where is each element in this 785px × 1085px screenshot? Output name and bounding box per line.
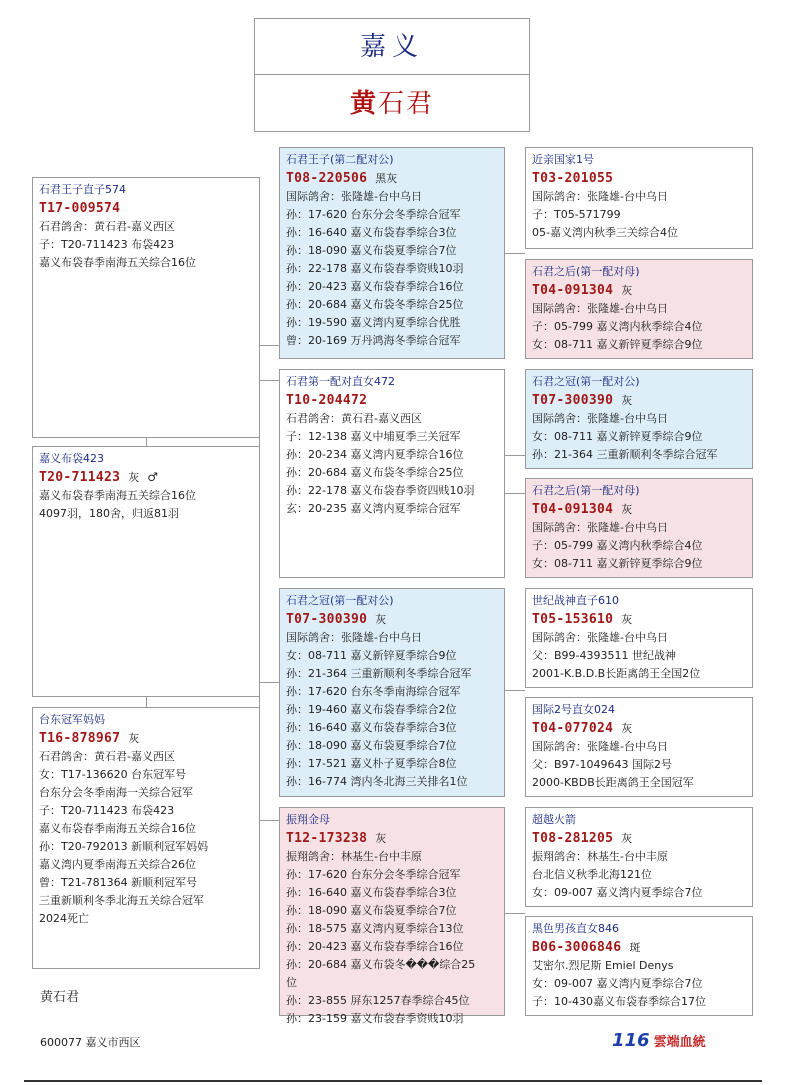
pedigree-card-ds[interactable] — [279, 588, 505, 797]
note-line: 嘉义布袋春季南海五关综合16位 — [39, 489, 196, 502]
pedigree-card-dss[interactable] — [525, 588, 753, 688]
ring-number: T10-204472 — [286, 393, 368, 408]
note-line: 孙：23-855 屏东1257春季综合45位 — [286, 994, 470, 1007]
color-label: 灰 — [621, 394, 633, 407]
note-line: 三重新顺利冬季北海五关综合冠军 — [39, 894, 204, 907]
owner-title — [254, 74, 530, 132]
ring-number: T17-009574 — [39, 201, 121, 216]
pigeon-name: 黑色男孩直女846 — [532, 922, 619, 935]
color-label: 灰 — [621, 832, 633, 845]
logo-text: 雲端血統 — [653, 1035, 706, 1050]
note-line: 女：08-711 嘉义新锌夏季综合9位 — [532, 338, 703, 351]
note-line: 子：05-799 嘉义湾内秋季综合4位 — [532, 539, 703, 552]
connector — [146, 697, 147, 707]
logo-number: 116 — [612, 1030, 650, 1051]
pigeon-name: 台东冠军妈妈 — [39, 713, 105, 726]
footer-address: 600077 嘉义市西区 — [40, 1036, 141, 1049]
ring-number: T04-091304 — [532, 283, 614, 298]
note-line: 孙：23-159 嘉义布袋春季资贱10羽 — [286, 1012, 464, 1025]
bottom-divider — [24, 1080, 762, 1082]
color-label: 黑灰 — [375, 172, 398, 185]
color-label: 灰 — [621, 503, 633, 516]
note-line: 玄：20-235 嘉义湾内夏季综合冠军 — [286, 502, 461, 515]
note-line: 台东分会冬季南海一关综合冠军 — [39, 786, 193, 799]
ring-number: T08-220506 — [286, 171, 368, 186]
pedigree-card-dam[interactable] — [32, 707, 260, 969]
note-line: 孙：21-364 三重新顺利冬季综合冠军 — [532, 448, 718, 461]
owner-given-name: 石君 — [378, 89, 435, 119]
connector — [505, 253, 525, 254]
note-line: 2001-K.B.D.B长距离鸽王全国2位 — [532, 667, 701, 680]
color-label: 灰 — [621, 722, 633, 735]
pedigree-card-ss[interactable] — [279, 147, 505, 359]
footer-owner: 黄石君 — [40, 990, 80, 1005]
pigeon-name: 超越火箭 — [532, 813, 576, 826]
note-line: 孙：22-178 嘉义布袋春季资四贱10羽 — [286, 484, 475, 497]
note-line: 嘉义布袋春季南海五关综合16位 — [39, 256, 196, 269]
note-line: 父：B97-1049643 国际2号 — [532, 758, 672, 771]
connector — [505, 913, 525, 914]
note-line: 女：T17-136620 台东冠军号 — [39, 768, 187, 781]
note-line: 台北信义秋季北海121位 — [532, 868, 652, 881]
connector — [505, 690, 525, 691]
note-line: 子：05-799 嘉义湾内秋季综合4位 — [532, 320, 703, 333]
note-line: 孙：20-423 嘉义布袋春季综合16位 — [286, 940, 464, 953]
note-line: 子：10-430嘉义布袋春季综合17位 — [532, 995, 706, 1008]
pigeon-name: 石君王子直子574 — [39, 183, 126, 196]
note-line: 女：08-711 嘉义新锌夏季综合9位 — [286, 649, 457, 662]
note-line: 孙：16-640 嘉义布袋春季综合3位 — [286, 226, 457, 239]
ring-number: T04-077024 — [532, 721, 614, 736]
loft-line: 国际鸽舍：张隆雄-台中乌日 — [286, 190, 422, 203]
pigeon-name: 嘉义布袋423 — [39, 452, 104, 465]
note-line: 父：B99-4393511 世纪战神 — [532, 649, 676, 662]
note-line: 孙：18-090 嘉义布袋夏季综合7位 — [286, 739, 457, 752]
note-line: 女：08-711 嘉义新锌夏季综合9位 — [532, 557, 703, 570]
ring-number: T05-153610 — [532, 612, 614, 627]
note-line: 孙：17-620 台东冬季南海综合冠军 — [286, 685, 461, 698]
pedigree-card-sire[interactable] — [32, 177, 260, 438]
note-line: 嘉义布袋春季南海五关综合16位 — [39, 822, 196, 835]
ring-number: T16-878967 — [39, 731, 121, 746]
note-line: 女：09-007 嘉义湾内夏季综合7位 — [532, 886, 703, 899]
ring-number: T04-091304 — [532, 502, 614, 517]
loft-line: 国际鸽舍：张隆雄-台中乌日 — [286, 631, 422, 644]
connector — [146, 438, 147, 446]
city-title: 嘉义 — [254, 18, 530, 75]
ring-number: T20-711423 — [39, 470, 121, 485]
note-line: 孙：20-423 嘉义布袋春季综合16位 — [286, 280, 464, 293]
loft-line: 艾密尔.烈尼斯 Emiel Denys — [532, 959, 674, 972]
connector — [505, 455, 525, 456]
note-line: 孙：18-090 嘉义布袋夏季综合7位 — [286, 244, 457, 257]
note-line: 2000-KBDB长距离鸽王全国冠军 — [532, 776, 694, 789]
note-line: 孙：16-640 嘉义布袋春季综合3位 — [286, 721, 457, 734]
note-line: 子：12-138 嘉义中埔夏季三关冠军 — [286, 430, 461, 443]
note-line: 子：T05-571799 — [532, 208, 621, 221]
ring-number: T03-201055 — [532, 171, 614, 186]
pigeon-name: 石君之后(第一配对母) — [532, 484, 640, 497]
note-line: 曾：T21-781364 新顺利冠军号 — [39, 876, 198, 889]
loft-line: 石君鸽舍：黄石君-嘉义西区 — [39, 750, 175, 763]
note-line: 曾：20-169 万丹鸿海冬季综合冠军 — [286, 334, 461, 347]
owner-family-name: 黄 — [349, 89, 378, 119]
loft-line: 振翔鸽舍：林基生-台中丰原 — [532, 850, 668, 863]
note-line: 孙：22-178 嘉义布袋春季资贱10羽 — [286, 262, 464, 275]
pigeon-name: 世纪战神直子610 — [532, 594, 619, 607]
connector — [259, 380, 279, 381]
note-line: 子：T20-711423 布袋423 — [39, 804, 175, 817]
pedigree-card-dd[interactable] — [279, 807, 505, 1025]
loft-line: 国际鸽舍：张隆雄-台中乌日 — [532, 412, 668, 425]
note-line: 2024死亡 — [39, 912, 89, 925]
note-line: 孙：20-234 嘉义湾内夏季综合16位 — [286, 448, 464, 461]
brand-logo — [612, 1030, 706, 1051]
color-label: 灰 — [375, 613, 387, 626]
note-line: 孙：20-684 嘉义布袋冬季综合25位 — [286, 466, 464, 479]
note-line: 孙：17-521 嘉义朴子夏季综合8位 — [286, 757, 457, 770]
note-line: 孙：21-364 三重新顺利冬季综合冠军 — [286, 667, 472, 680]
note-line: 孙：17-620 台东分会冬季综合冠军 — [286, 868, 461, 881]
note-line: 嘉义湾内夏季南海五关综合26位 — [39, 858, 196, 871]
pedigree-card-sss[interactable] — [525, 147, 753, 249]
color-label: 灰 — [621, 284, 633, 297]
color-label: 灰 — [375, 832, 387, 845]
loft-line: 振翔鸽舍：林基生-台中丰原 — [286, 850, 422, 863]
color-label: 灰 — [621, 613, 633, 626]
note-line: 4097羽，180舍，归返81羽 — [39, 507, 179, 520]
note-line: 孙：19-590 嘉义湾内夏季综合优胜 — [286, 316, 461, 329]
loft-line: 国际鸽舍：张隆雄-台中乌日 — [532, 631, 668, 644]
pigeon-name: 石君之冠(第一配对公) — [286, 594, 394, 607]
note-line: 孙：20-684 嘉义布袋冬���综合25 — [286, 958, 476, 971]
connector — [259, 820, 279, 821]
pedigree-card-ssd[interactable] — [525, 259, 753, 359]
pedigree-card-dsd[interactable] — [525, 697, 753, 797]
pedigree-card-dds[interactable] — [525, 807, 753, 907]
note-line: 孙：18-090 嘉义布袋夏季综合7位 — [286, 904, 457, 917]
loft-line: 石君鸽舍：黄石君-嘉义西区 — [39, 220, 175, 233]
pigeon-name: 国际2号直女024 — [532, 703, 615, 716]
pedigree-card-sdd[interactable] — [525, 478, 753, 578]
ring-number: T07-300390 — [532, 393, 614, 408]
pigeon-name: 石君第一配对直女472 — [286, 375, 395, 388]
color-label: 灰 — [128, 732, 140, 745]
note-line: 位 — [286, 976, 297, 989]
loft-line: 国际鸽舍：张隆雄-台中乌日 — [532, 521, 668, 534]
male-icon: ♂ — [147, 470, 159, 484]
connector — [259, 682, 279, 683]
color-label: 斑 — [629, 941, 641, 954]
pigeon-name: 石君之后(第一配对母) — [532, 265, 640, 278]
connector — [505, 493, 525, 494]
ring-number: T08-281205 — [532, 831, 614, 846]
connector — [259, 345, 279, 346]
loft-line: 国际鸽舍：张隆雄-台中乌日 — [532, 740, 668, 753]
note-line: 女：08-711 嘉义新锌夏季综合9位 — [532, 430, 703, 443]
ring-number: B06-3006846 — [532, 940, 622, 955]
note-line: 孙：17-620 台东分会冬季综合冠军 — [286, 208, 461, 221]
loft-line: 国际鸽舍：张隆雄-台中乌日 — [532, 302, 668, 315]
pigeon-name: 石君王子(第二配对公) — [286, 153, 394, 166]
pigeon-name: 近亲国家1号 — [532, 153, 594, 166]
color-label: 灰 — [128, 471, 140, 484]
note-line: 孙：16-774 湾内冬北海三关排名1位 — [286, 775, 468, 788]
pigeon-name: 石君之冠(第一配对公) — [532, 375, 640, 388]
pedigree-card-subject[interactable] — [32, 446, 260, 697]
pedigree-card-sd[interactable] — [279, 369, 505, 578]
note-line: 孙：16-640 嘉义布袋春季综合3位 — [286, 886, 457, 899]
pigeon-name: 振翔金母 — [286, 813, 330, 826]
loft-line: 石君鸽舍：黄石君-嘉义西区 — [286, 412, 422, 425]
note-line: 孙：T20-792013 新顺利冠军妈妈 — [39, 840, 209, 853]
note-line: 子：T20-711423 布袋423 — [39, 238, 175, 251]
pedigree-card-sds[interactable] — [525, 369, 753, 469]
note-line: 孙：20-684 嘉义布袋冬季综合25位 — [286, 298, 464, 311]
note-line: 孙：19-460 嘉义布袋春季综合2位 — [286, 703, 457, 716]
note-line: 女：09-007 嘉义湾内夏季综合7位 — [532, 977, 703, 990]
note-line: 孙：18-575 嘉义湾内夏季综合13位 — [286, 922, 464, 935]
loft-line: 国际鸽舍：张隆雄-台中乌日 — [532, 190, 668, 203]
note-line: 05-嘉义湾内秋季三关综合4位 — [532, 226, 678, 239]
pedigree-card-ddd[interactable] — [525, 916, 753, 1016]
ring-number: T12-173238 — [286, 831, 368, 846]
ring-number: T07-300390 — [286, 612, 368, 627]
